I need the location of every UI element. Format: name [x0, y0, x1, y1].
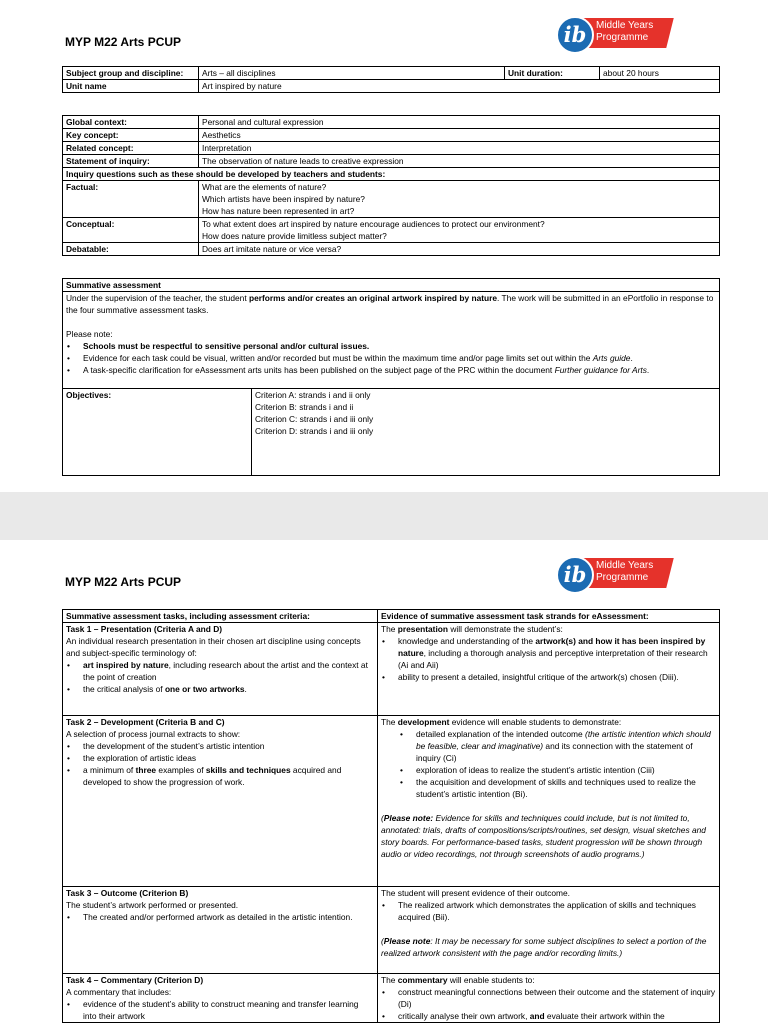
evidence-bullet: • ability to present a detailed, insightful critique of the artwork(s) chosen (Diii).: [381, 671, 716, 683]
task-2-title: Task 2 – Development (Criteria B and C): [66, 717, 225, 727]
evidence-bullet: • critically analyse their own artwork, and evaluate their artwork within the: [381, 1010, 716, 1022]
evidence-bullet: • the acquisition and development of skills and techniques used to realize the student’s artistic intention (Bi).: [399, 776, 716, 800]
task-1-evidence: The presentation will demonstrate the student’s: • knowledge and understanding of the artwork(s) and how it has been inspired by nature, including a thorough analysis and perceptive interpretation of their research (Ai and Aii) • ability to present a detailed, insightful critique of the artwork(s) chosen (Diii).: [378, 623, 720, 716]
evidence-column-header: Evidence of summative assessment task strands for eAssessment:: [378, 610, 720, 623]
unit-name-value: Art inspired by nature: [199, 80, 720, 93]
evidence-bullet: • construct meaningful connections between their outcome and the statement of inquiry (Di): [381, 986, 716, 1010]
task-2-intro: A selection of process journal extracts to show:: [66, 729, 241, 739]
summative-intro: Under the supervision of the teacher, the student performs and/or creates an original artwork inspired by nature. The work will be submitted in an ePortfolio in response to the four summative assessment tasks.: [66, 293, 714, 315]
inquiry-table: [62, 115, 720, 256]
debatable-value: Does art imitate nature or vice versa?: [199, 243, 720, 256]
task-4-intro: A commentary that includes:: [66, 987, 172, 997]
ib-myp-logo: [556, 556, 670, 592]
task-3-evidence: The student will present evidence of their outcome. • The realized artwork which demonstrates the application of skills and techniques acquired (Bii). (Please note: It may be necessary for some subject disciplines to select a portion of the realized artwork consistent with the page and/or recording limits.): [378, 887, 720, 974]
debatable-label: Debatable:: [63, 243, 199, 256]
task-3-intro: The student’s artwork performed or presented.: [66, 900, 239, 910]
related-concept-value: Interpretation: [199, 142, 720, 155]
inquiry-questions-header: Inquiry questions such as these should be developed by teachers and students:: [63, 168, 720, 181]
global-context-label: Global context:: [63, 116, 199, 129]
task-4-evidence: The commentary will enable students to: • construct meaningful connections between their outcome and the statement of inquiry (Di) • critically analyse their own artwork, and evaluate their artwork within the: [378, 974, 720, 1023]
factual-question: What are the elements of nature?: [202, 182, 327, 192]
ib-icon: ib: [556, 556, 594, 594]
task-1-title: Task 1 – Presentation (Criteria A and D): [66, 624, 223, 634]
task-2-evidence: The development evidence will enable students to demonstrate: • detailed explanation of the intended outcome (the artistic intention which should be feasible, clear and imaginative) and its connection with the statement of inquiry (Ci) • exploration of ideas to realize the student’s artistic intention (Ciii) • the acquisition and development of skills and techniques used to realize the student’s artistic intention (Bi). (Please note: Evidence for skills and techniques could include, but is not limited to, annotated: trials, drafts of compositions/scripts/routines, set design, visual sketches and story boards. For performance-based tasks, student progression will be shown through audio or video recordings, not through screenshots of audio programs.): [378, 716, 720, 887]
criterion-item: Criterion B: strands i and ii: [255, 402, 354, 412]
criterion-item: Criterion C: strands i and iii only: [255, 414, 374, 424]
duration-value: about 20 hours: [600, 67, 720, 80]
task-2-note: (Please note: Evidence for skills and techniques could include, but is not limited to, annotated: trials, drafts of compositions/scripts/routines, set design, visual sketches and story boards. For performance-based tasks, student progression will be shown through audio or video recordings, not through screenshots of audio programs.): [381, 813, 706, 859]
evidence-bullet: • The realized artwork which demonstrates the application of skills and techniques acquired (Bii).: [381, 899, 716, 923]
criterion-item: Criterion A: strands i and ii only: [255, 390, 371, 400]
ib-icon: ib: [556, 16, 594, 54]
evidence-bullet: • detailed explanation of the intended outcome (the artistic intention which should be feasible, clear and imaginative) and its connection with the statement of inquiry (Ci): [399, 728, 716, 764]
statement-value: The observation of nature leads to creative expression: [199, 155, 720, 168]
conceptual-label: Conceptual:: [63, 218, 199, 243]
conceptual-questions: [199, 218, 720, 243]
please-note: Please note:: [66, 329, 113, 339]
page-1: [0, 0, 768, 492]
task-2-bullet: • the development of the student’s artistic intention: [66, 740, 374, 752]
note-item: • Evidence for each task could be visual, written and/or recorded but must be within the maximum time and/or page limits set out within the Arts guide.: [66, 352, 716, 364]
task-4-title: Task 4 – Commentary (Criterion D): [66, 975, 204, 985]
global-context-value: Personal and cultural expression: [199, 116, 720, 129]
unit-info-table: [62, 66, 720, 93]
evidence-bullet: • knowledge and understanding of the artwork(s) and how it has been inspired by nature, including a thorough analysis and perceptive interpretation of their research (Ai and Aii): [381, 635, 716, 671]
task-3-title: Task 3 – Outcome (Criterion B): [66, 888, 189, 898]
task-4-description: [63, 974, 378, 1023]
unit-name-label: Unit name: [63, 80, 199, 93]
tasks-column-header: Summative assessment tasks, including assessment criteria:: [63, 610, 378, 623]
task-4-bullet: • evidence of the student’s ability to construct meaning and transfer learning into their artwork: [66, 998, 374, 1022]
key-concept-label: Key concept:: [63, 129, 199, 142]
objectives-label: Objectives:: [63, 389, 252, 476]
task-1-intro: An individual research presentation in their chosen art discipline using concepts and subject-specific terminology of:: [66, 636, 361, 658]
task-3-bullet: • The created and/or performed artwork as detailed in the artistic intention.: [66, 911, 374, 923]
factual-question: How has nature been represented in art?: [202, 206, 355, 216]
logo-text: Middle Years Programme: [596, 20, 654, 43]
key-concept-value: Aesthetics: [199, 129, 720, 142]
summative-table: [62, 278, 720, 476]
task-2-description: [63, 716, 378, 887]
conceptual-question: To what extent does art inspired by nature encourage audiences to protect our environment?: [202, 219, 545, 229]
duration-label: Unit duration:: [505, 67, 600, 80]
criteria-list: [252, 389, 720, 476]
factual-label: Factual:: [63, 181, 199, 218]
page-2: [0, 540, 768, 1024]
task-2-bullet: • a minimum of three examples of skills and techniques acquired and developed to show the progression of work.: [66, 764, 374, 788]
page-title: MYP M22 Arts PCUP: [65, 35, 182, 49]
task-1-description: [63, 623, 378, 716]
summative-header: Summative assessment: [63, 279, 720, 292]
factual-questions: [199, 181, 720, 218]
task-3-description: [63, 887, 378, 974]
task-2-bullet: • the exploration of artistic ideas: [66, 752, 374, 764]
conceptual-question: How does nature provide limitless subject matter?: [202, 231, 387, 241]
task-3-note: (Please note: It may be necessary for some subject disciplines to select a portion of the realized artwork consistent with the page and/or recording limits.): [381, 936, 707, 958]
subject-label: Subject group and discipline:: [63, 67, 199, 80]
notes-list: [66, 340, 716, 376]
ib-myp-logo: [556, 16, 670, 52]
note-item: • Schools must be respectful to sensitive personal and/or cultural issues.: [66, 340, 716, 352]
note-item: • A task-specific clarification for eAssessment arts units has been published on the subject page of the PRC within the document Further guidance for Arts.: [66, 364, 716, 376]
subject-value: Arts – all disciplines: [199, 67, 505, 80]
task-1-bullet: • art inspired by nature, including research about the artist and the context at the point of creation: [66, 659, 374, 683]
evidence-bullet: • exploration of ideas to realize the student’s artistic intention (Ciii): [399, 764, 716, 776]
related-concept-label: Related concept:: [63, 142, 199, 155]
factual-question: Which artists have been inspired by nature?: [202, 194, 365, 204]
tasks-table: [62, 609, 720, 1023]
summative-description: [63, 292, 720, 389]
page-title: MYP M22 Arts PCUP: [65, 575, 182, 589]
criterion-item: Criterion D: strands i and iii only: [255, 426, 374, 436]
statement-label: Statement of inquiry:: [63, 155, 199, 168]
logo-text: Middle Years Programme: [596, 560, 654, 583]
task-1-bullet: • the critical analysis of one or two artworks.: [66, 683, 374, 695]
